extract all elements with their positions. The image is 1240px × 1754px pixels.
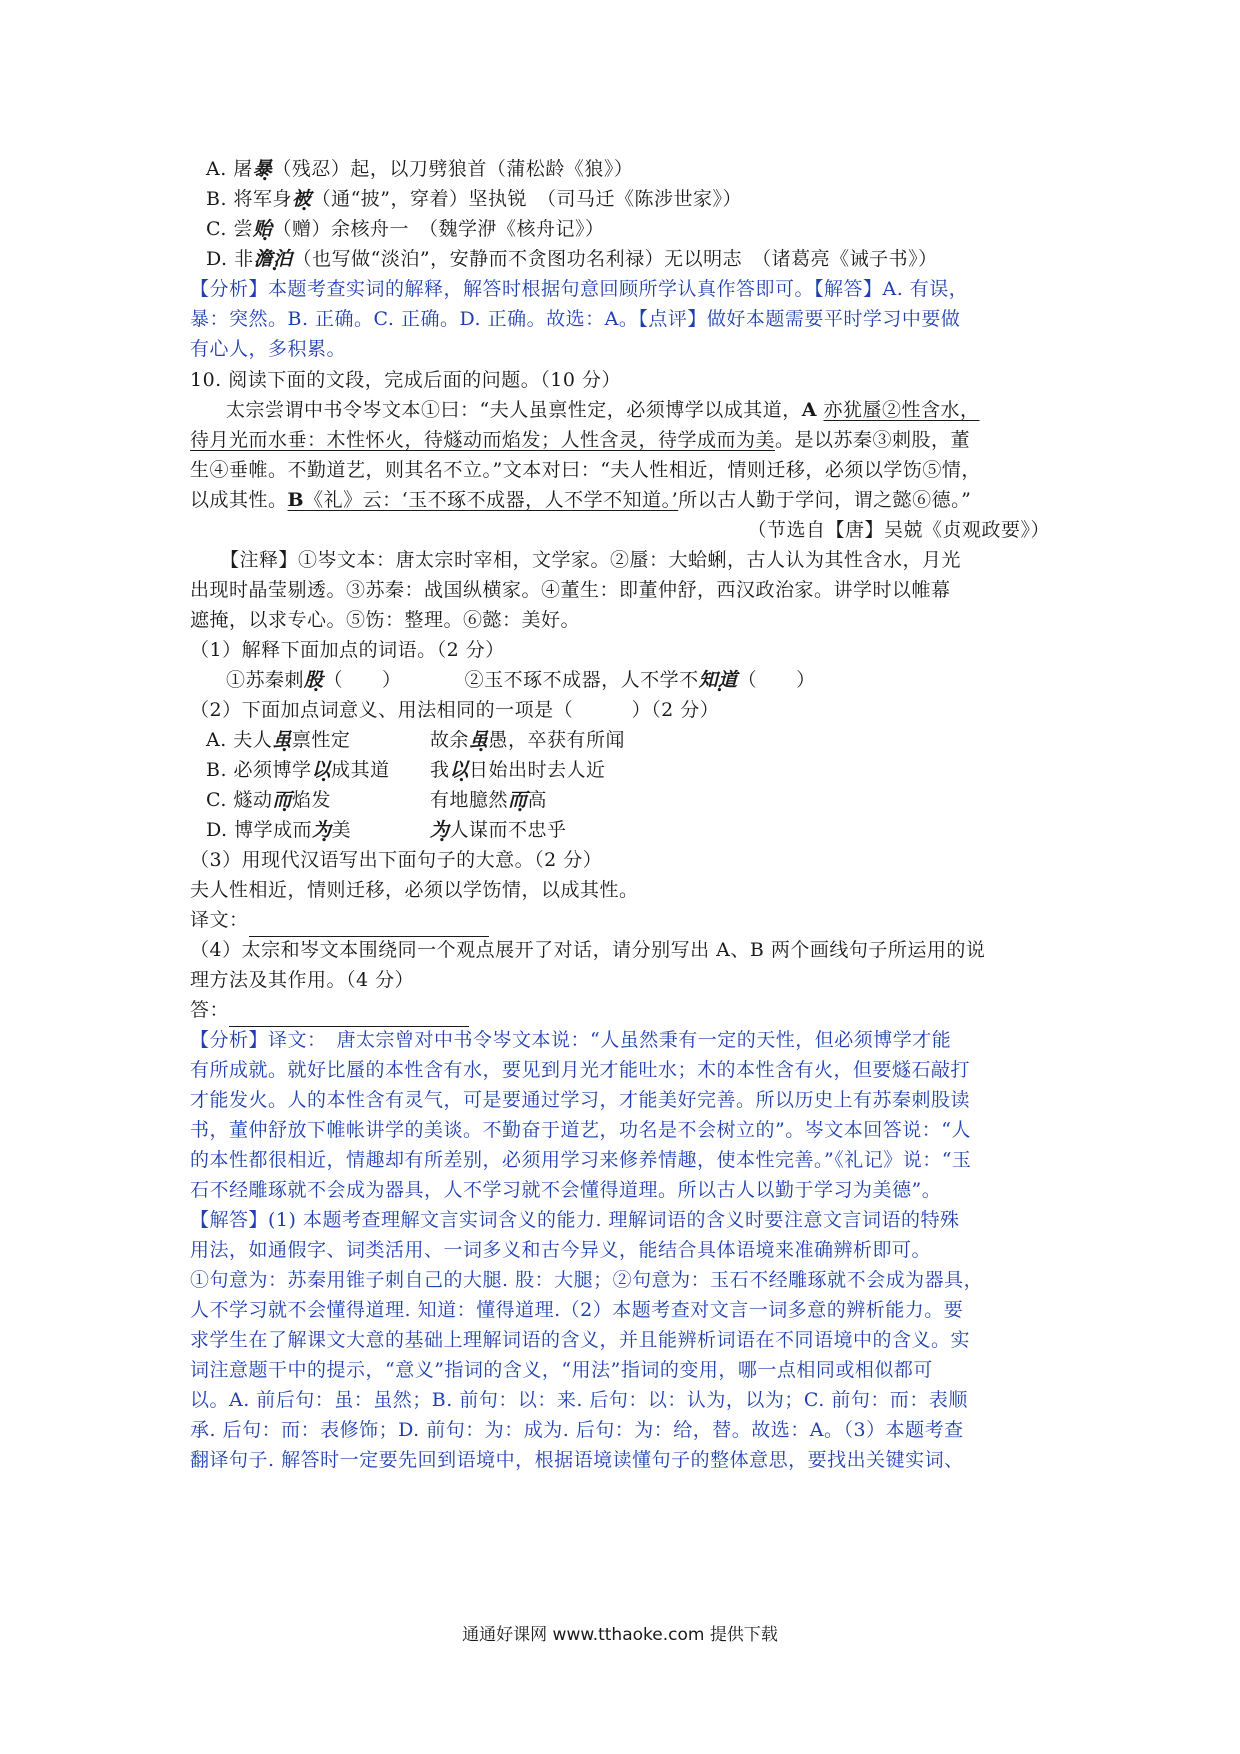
item-2-keyword: 知道 bbox=[698, 669, 738, 691]
pair-right-keyword: 以 bbox=[449, 759, 470, 781]
option-b-keyword: 被 bbox=[292, 188, 312, 210]
pair-right-keyword: 而 bbox=[508, 789, 528, 811]
underlined-sentence-a-cont: 待月光而水垂：木性怀火，待燧动而焰发；人性含灵，待学成而为美 bbox=[190, 429, 776, 451]
option-b-text: （通“披”，穿着）坚执锐 （司马迁《陈涉世家》） bbox=[311, 188, 742, 210]
item-1-blank: （ ） bbox=[323, 669, 402, 691]
question-10-title: 10. 阅读下面的文段，完成后面的问题。（10 分） bbox=[190, 369, 621, 391]
analysis2-line: 石不经雕琢就不会成为器具，人不学习就不会懂得道理。所以古人以勤于学习为美德”。 bbox=[190, 1179, 942, 1201]
analysis1-line: 有心人，多积累。 bbox=[190, 338, 347, 360]
item-2-text: ②玉不琢不成器，人不学不 bbox=[464, 669, 699, 691]
pair-row bbox=[206, 753, 606, 787]
passage-text: 所以古人勤于学问，谓之懿⑥德。” bbox=[678, 489, 972, 511]
option-c-prefix: C. 尝 bbox=[206, 218, 253, 240]
translation-answer bbox=[190, 903, 489, 937]
analysis2-line: 的本性都很相近，情趣却有所差别，必须用学习来修养情趣，使本性完善。”《礼记》说：“玉 bbox=[190, 1149, 972, 1171]
option-a-text: （残忍）起，以刀劈狼首（蒲松龄《狼》） bbox=[272, 158, 634, 180]
passage-text: 太宗尝谓中书令岑文本①曰：“夫人虽禀性定，必须博学以成其道， bbox=[226, 399, 802, 421]
option-d-prefix: D. 非 bbox=[206, 248, 254, 270]
option-b-prefix: B. 将军身 bbox=[206, 188, 293, 210]
sub-question-1-items bbox=[226, 663, 816, 697]
option-a-prefix: A. 屠 bbox=[206, 158, 253, 180]
analysis2-line: 人不学习就不会懂得道理. 知道：懂得道理.（2）本题考查对文言一词多意的辨析能力。要 bbox=[190, 1299, 964, 1321]
pair-right-keyword: 为 bbox=[430, 819, 450, 841]
analysis2-line: 【分析】译文： 唐太宗曾对中书令岑文本说：“人虽然秉有一定的天性，但必须博学才能 bbox=[190, 1029, 952, 1051]
analysis2-line: 有所成就。就好比蜃的本性含有水，要见到月光才能吐水；木的本性含有火，但要燧石敲打 bbox=[190, 1059, 971, 1081]
pair-right-keyword: 虽 bbox=[469, 729, 489, 751]
notes-line: 出现时晶莹剔透。③苏秦：战国纵横家。④董生：即董仲舒，西汉政治家。讲学时以帷幕 bbox=[190, 579, 951, 601]
option-c bbox=[206, 212, 604, 246]
analysis1-line: 【分析】本题考查实词的解释，解答时根据句意回顾所学认真作答即可。【解答】A. 有误， bbox=[190, 278, 969, 300]
analysis2-line: 书，董仲舒放下帷帐讲学的美谈。不勤奋于道艺，功名是不会树立的”。岑文本回答说：“人 bbox=[190, 1119, 971, 1141]
option-a-keyword: 暴 bbox=[252, 158, 273, 180]
pair-left-text: 焰发 bbox=[291, 789, 331, 811]
option-d-text: （也写做“淡泊”，安静而不贪图功名利禄）无以明志 （诸葛亮《诫子书》） bbox=[292, 248, 938, 270]
underlined-sentence-a: 亦犹蜃②性含水， bbox=[823, 399, 980, 421]
sub-question-1: （1）解释下面加点的词语。（2 分） bbox=[190, 639, 505, 661]
analysis2-line: 才能发火。人的本性含有灵气，可是要通过学习，才能美好完善。所以历史上有苏秦刺股读 bbox=[190, 1089, 971, 1111]
option-c-keyword: 贻 bbox=[252, 218, 273, 240]
item-1-keyword: 股 bbox=[304, 669, 324, 691]
pair-row bbox=[206, 783, 547, 817]
pair-left-text: D. 博学成而 bbox=[206, 819, 313, 841]
analysis2-line: ①句意为：苏秦用锥子刺自己的大腿. 股：大腿；②句意为：玉石不经雕琢就不会成为器具， bbox=[190, 1269, 984, 1291]
option-a bbox=[206, 152, 633, 186]
pair-left-text: 美 bbox=[331, 819, 352, 841]
pair-row bbox=[206, 723, 625, 757]
pair-right-text: 故余 bbox=[430, 729, 470, 751]
analysis2-line: 词注意题干中的提示，“意义”指词的含义，“用法”指词的变用，哪一点相同或相似都可 bbox=[190, 1359, 933, 1381]
pair-left-keyword: 以 bbox=[311, 759, 332, 781]
option-d-keyword: 澹泊 bbox=[253, 248, 293, 270]
pair-right-text: 日始出时去人近 bbox=[469, 759, 606, 781]
answer-label: 答： bbox=[190, 999, 230, 1021]
item-2-blank: （ ） bbox=[737, 669, 816, 691]
analysis2-line: 用法，如通假字、词类活用、一词多义和古今异义，能结合具体语境来准确辨析即可。 bbox=[190, 1239, 932, 1261]
passage-text: 。是以苏秦③刺股，董 bbox=[775, 429, 971, 451]
passage-line-2 bbox=[190, 423, 970, 457]
pair-left-text: A. 夫人 bbox=[206, 729, 273, 751]
pair-left-text: 禀性定 bbox=[291, 729, 351, 751]
sub-question-4: （4）太宗和岑文本围绕同一个观点展开了对话，请分别写出 A、B 两个画线句子所运用的说 bbox=[190, 939, 986, 961]
pair-right-text: 我 bbox=[430, 759, 450, 781]
pair-left-text: B. 必须博学 bbox=[206, 759, 312, 781]
notes-line: 遮掩，以求专心。⑤饬：整理。⑥懿：美好。 bbox=[190, 609, 581, 631]
option-b bbox=[206, 182, 742, 216]
sub-question-3: （3）用现代汉语写出下面句子的大意。（2 分） bbox=[190, 849, 603, 871]
pair-left-text: 成其道 bbox=[331, 759, 390, 781]
sub-question-2: （2）下面加点词意义、用法相同的一项是（ ）（2 分） bbox=[190, 699, 720, 721]
passage-line-3: 生④垂帷。不勤道艺，则其名不立。”文本对曰：“夫人性相近，情则迁移，必须以学饬⑤情， bbox=[190, 459, 981, 481]
pair-row bbox=[206, 813, 567, 847]
option-d bbox=[206, 242, 938, 276]
analysis2-line: 【解答】(1) 本题考查理解文言实词含义的能力. 理解词语的含义时要注意文言词语的特殊 bbox=[190, 1209, 960, 1231]
analysis2-line: 承. 后句：而：表修饰；D. 前句：为：成为. 后句：为：给，替。故选：A。（3）本题考查 bbox=[190, 1419, 964, 1441]
analysis2-line: 求学生在了解课文大意的基础上理解词语的含义，并且能辨析词语在不同语境中的含义。实 bbox=[190, 1329, 971, 1351]
option-c-text: （赠）余核舟一 （魏学洢《核舟记》） bbox=[272, 218, 605, 240]
pair-left-keyword: 为 bbox=[312, 819, 332, 841]
analysis2-line: 翻译句子. 解答时一定要先回到语境中，根据语境读懂句子的整体意思，要找出关键实词、 bbox=[190, 1449, 964, 1471]
underlined-sentence-b: 《礼》云：‘玉不琢不成器，人不学不知道。’ bbox=[304, 489, 679, 511]
passage-text: 以成其性。 bbox=[190, 489, 288, 511]
marker-a: A bbox=[801, 399, 817, 421]
pair-right-text: 有地臆然 bbox=[430, 789, 509, 811]
pair-left-keyword: 而 bbox=[272, 789, 292, 811]
passage-source: （节选自【唐】吴兢《贞观政要》） bbox=[747, 519, 1050, 541]
pair-right-text: 人谋而不忠乎 bbox=[449, 819, 567, 841]
translation-label: 译文： bbox=[190, 909, 249, 931]
marker-b: B bbox=[287, 489, 305, 511]
pair-left-text: C. 燧动 bbox=[206, 789, 273, 811]
pair-right-text: 高 bbox=[527, 789, 548, 811]
sub-question-3-sentence: 夫人性相近，情则迁移，必须以学饬情，以成其性。 bbox=[190, 879, 639, 901]
pair-right-text: 愚，卒获有所闻 bbox=[488, 729, 626, 751]
sub-question-4-cont: 理方法及其作用。（4 分） bbox=[190, 969, 415, 991]
analysis1-line: 暴：突然。B. 正确。C. 正确。D. 正确。故选：A。【点评】做好本题需要平时学习中要做 bbox=[190, 308, 961, 330]
page-footer: 通通好课网 www.tthaoke.com 提供下载 bbox=[462, 1625, 778, 1645]
passage-line-4 bbox=[190, 483, 971, 517]
answer-line bbox=[190, 993, 469, 1027]
passage-line-1 bbox=[226, 393, 980, 427]
analysis2-line: 以。A. 前后句：虽：虽然；B. 前句：以：来. 后句：以：认为，以为；C. 前句：而：表顺 bbox=[190, 1389, 968, 1411]
notes-line: 【注释】①岑文本：唐太宗时宰相，文学家。②蜃：大蛤蜊，古人认为其性含水，月光 bbox=[220, 549, 962, 571]
pair-left-keyword: 虽 bbox=[272, 729, 292, 751]
item-1-text: ①苏秦刺 bbox=[226, 669, 305, 691]
